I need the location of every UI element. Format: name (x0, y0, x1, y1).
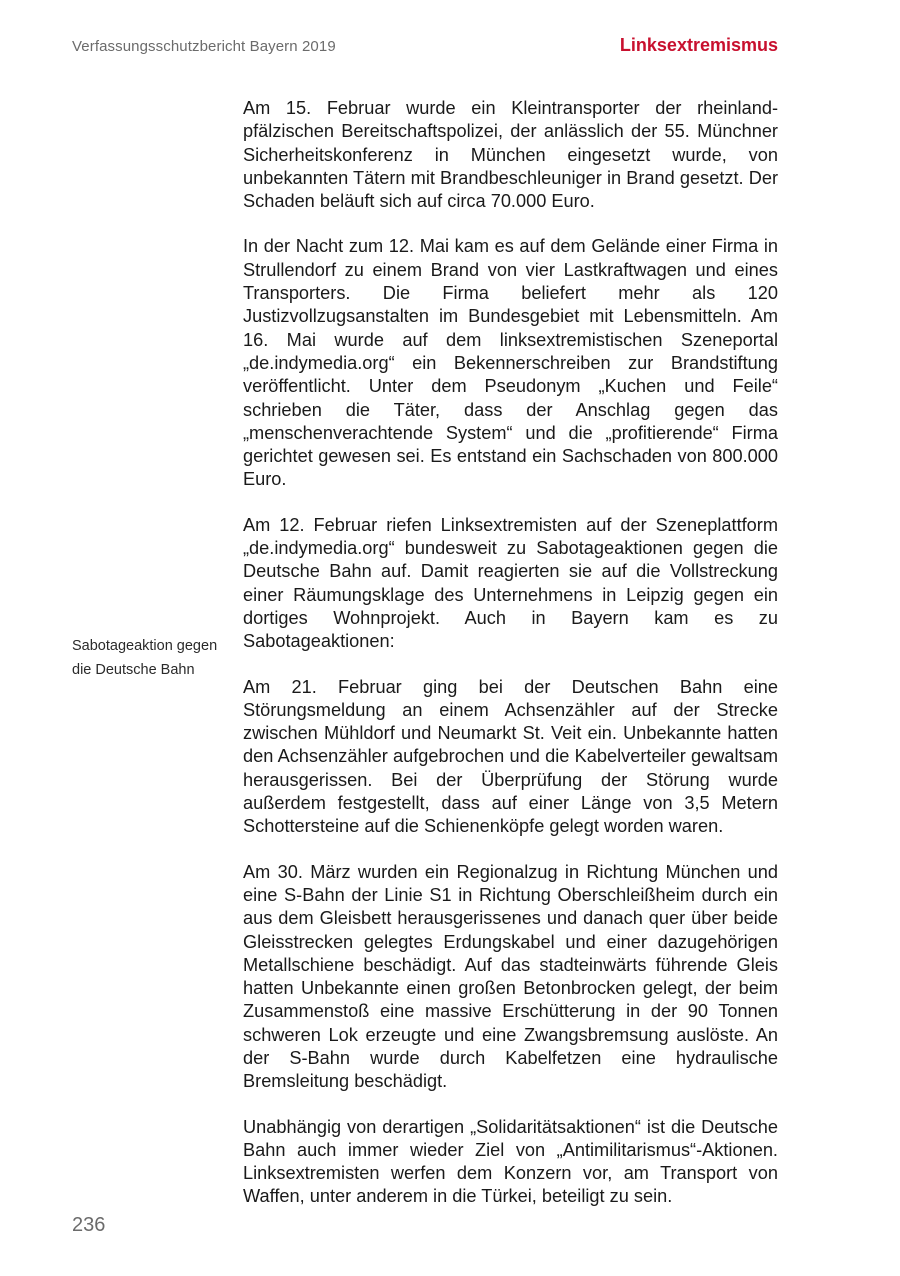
paragraph: Am 12. Februar riefen Linksextremisten auf der Szeneplattform „de.indymedia.org“ bundesweit zu Sabotageaktionen gegen die Deutsche Bahn auf. Damit reagierten sie auf die Vollstreckung einer Räumungsklage des Unternehmens in Leipzig gegen ein dortiges Wohnprojekt. Auch in Bayern kam es zu Sabotageaktionen: (243, 514, 778, 652)
body-text (243, 97, 778, 1231)
running-header-title: Verfassungsschutzbericht Bayern 2019 (72, 38, 336, 55)
margin-note: Sabotageaktion gegen die Deutsche Bahn (72, 638, 218, 678)
paragraph: Am 21. Februar ging bei der Deutschen Bahn eine Störungsmeldung an einem Achsenzähler auf der Strecke zwischen Mühldorf und Neumarkt St. Veit ein. Unbekannte hatten den Achsenzähler aufgebrochen und die Kabelverteiler gewaltsam herausgerissen. Bei der Überprüfung der Störung wurde außerdem festgestellt, dass auf einer Länge von 3,5 Metern Schottersteine auf die Schienenköpfe gelegt worden waren. (243, 676, 778, 837)
paragraph: In der Nacht zum 12. Mai kam es auf dem Gelände einer Firma in Strullendorf zu einem Brand von vier Lastkraftwagen und eines Transporters. Die Firma beliefert mehr als 120 Justizvollzugsanstalten im Bundesgebiet mit Lebensmitteln. Am 16. Mai wurde auf dem linksextremistischen Szeneportal „de.indymedia.org“ ein Bekennerschreiben zur Brandstiftung veröffentlicht. Unter dem Pseudonym „Kuchen und Feile“ schrieben die Täter, dass der Anschlag gegen das „menschenverachtende System“ und die „profitierende“ Firma gerichtet gewesen sei. Es entstand ein Sachschaden von 800.000 Euro. (243, 236, 778, 490)
paragraph: Am 30. März wurden ein Regionalzug in Richtung München und eine S-Bahn der Linie S1 in Richtung Oberschleißheim durch ein aus dem Gleisbett herausgerissenes und danach quer über beide Gleisstrecken gelegtes Erdungskabel und einer dazugehörigen Metallschiene beschädigt. Auf das stadteinwärts führende Gleis hatten Unbekannte einen großen Betonbrocken gelegt, der beim Zusammenstoß eine massive Erschütterung in der 90 Tonnen schweren Lok erzeugte und eine Zwangsbremsung auslöste. An der S-Bahn wurde durch Kabelfetzen eine hydraulische Bremsleitung beschädigt. (243, 861, 778, 1092)
page-number: 236 (72, 1214, 106, 1236)
paragraph: Unabhängig von derartigen „Solidaritätsaktionen“ ist die Deutsche Bahn auch immer wieder Ziel von „Antimilitarismus“-Aktionen. Linksextremisten werfen dem Konzern vor, am Transport von Waffen, unter anderem in die Türkei, beteiligt zu sein. (243, 1116, 778, 1207)
section-title: Linksextremismus (619, 35, 778, 55)
paragraph: Am 15. Februar wurde ein Kleintransporter der rheinland-pfälzischen Bereitschaftspolizei, der anlässlich der 55. Münchner Sicherheitskonferenz in München eingesetzt wurde, von unbekannten Tätern mit Brandbeschleuniger in Brand gesetzt. Der Schaden beläuft sich auf circa 70.000 Euro. (243, 98, 778, 212)
